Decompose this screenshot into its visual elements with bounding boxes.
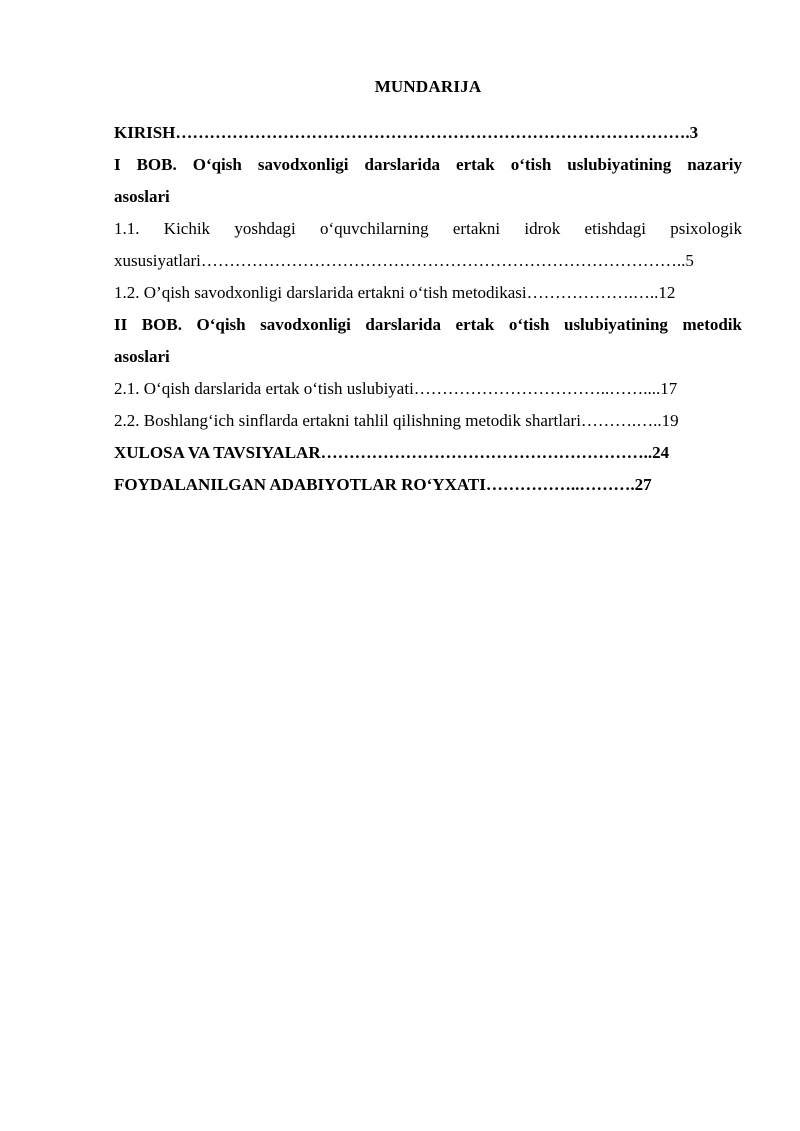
toc-title: MUNDARIJA	[374, 77, 482, 96]
toc-entry-section-1-2	[114, 281, 742, 305]
toc-entry-text-continued: xususiyatlari…………………………………………………………………………..5	[114, 251, 694, 270]
toc-entry-chapter-1	[114, 153, 742, 209]
toc-entry-text: I BOB. O‘qish savodxonligi darslarida ertak o‘tish uslubiyatining nazariy	[114, 155, 742, 174]
table-of-contents	[114, 121, 742, 505]
toc-entry-text-continued: asoslari	[114, 187, 170, 206]
toc-entry-section-1-1	[114, 217, 742, 273]
toc-entry-text: 2.1. O‘qish darslarida ertak o‘tish uslubiyati……………………………..……....17	[114, 379, 678, 398]
toc-entry-text: 1.2. O’qish savodxonligi darslarida ertakni o‘tish metodikasi……………….…..12	[114, 283, 676, 302]
toc-entry-kirish	[114, 121, 742, 145]
toc-entry-section-2-1	[114, 377, 742, 401]
toc-entry-text: XULOSA VA TAVSIYALAR…………………………………………………..24	[114, 443, 670, 462]
toc-entry-text-continued: asoslari	[114, 347, 170, 366]
toc-entry-text: 1.1. Kichik yoshdagi o‘quvchilarning ertakni idrok etishdagi psixologik	[114, 219, 742, 238]
toc-entry-text: KIRISH……………………………………………………………………………….3	[114, 123, 699, 142]
toc-entry-text: 2.2. Boshlang‘ich sinflarda ertakni tahlil qilishning metodik shartlari……….…..19	[114, 411, 679, 430]
toc-entry-text: FOYDALANILGAN ADABIYOTLAR RO‘YXATI……………..……….27	[114, 475, 652, 494]
toc-entry-bibliography	[114, 473, 742, 497]
toc-entry-conclusion	[114, 441, 742, 465]
toc-entry-text: II BOB. O‘qish savodxonligi darslarida ertak o‘tish uslubiyatining metodik	[114, 315, 742, 334]
toc-entry-section-2-2	[114, 409, 742, 433]
toc-entry-chapter-2	[114, 313, 742, 369]
